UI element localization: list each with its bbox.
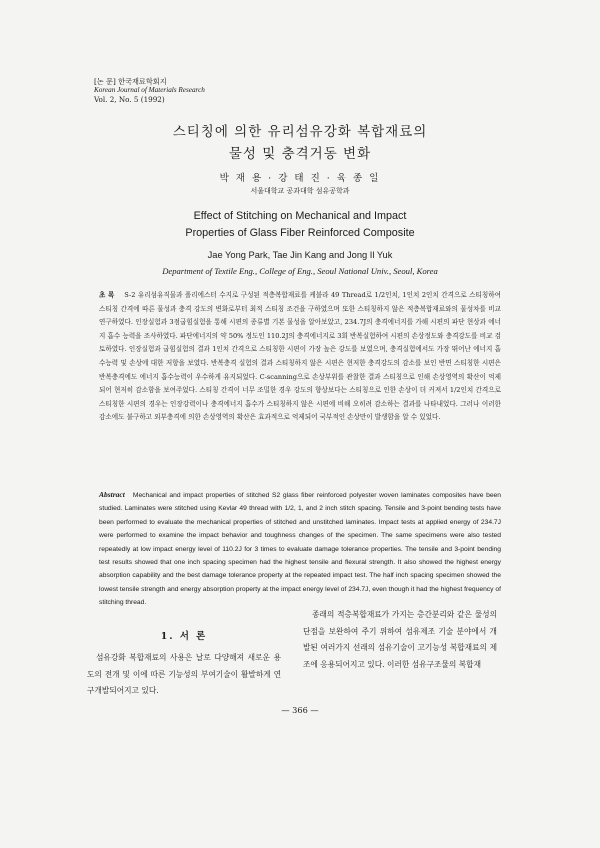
title-korean-line1: 스티칭에 의한 유리섬유강화 복합재료의	[172, 124, 428, 140]
page-number: — 366 —	[281, 705, 319, 715]
abstract-english-text: Mechanical and impact properties of stitched S2 glass fiber reinforced polyester woven laminates composites have been studied. Laminates were stitched using Kevlar 49 thread with 1/2, 1, and 2 inch stitch spacing. Tensile and 3-point bending tests have been performed to evaluate the mechanical properties of stitched and unstitched laminates. Impact tests at applied energy of 234.7J were performed to examine the impact behavior and toughness changes of the specimen. The same specimens were also tested repeatedly at low impact energy level of 110.2J for 3 times to evaluate damage tolerance properties. The tensile and 3-point bending test results showed that one inch spacing specimen had the highest tensile and flexural strength. It also showed the highest energy absorption capability and the best damage tolerance property at the repeated impact test. The half inch spacing specimen showed the lowest tensile strength and energy absorption property at the impact energy level of 234.7J, even though it had the highest frequency of stitching thread.	[99, 492, 501, 607]
abstract-korean-label: 초 록	[99, 291, 115, 299]
title-english	[0, 208, 600, 242]
abstract-english	[99, 488, 501, 610]
title-korean	[0, 121, 600, 165]
affiliation-english: Department of Textile Eng., College of Eng., Seoul National Univ., Seoul, Korea	[162, 266, 438, 276]
journal-header	[94, 77, 205, 104]
abstract-korean-text: S-2 유리섬유직물과 폴리에스터 수지로 구성된 적층복합재료를 케블라 49 Thread로 1/2인치, 1인치 2인치 간격으로 스티칭하여 스티칭 간격에 따른 물성과 충격 강도의 변화로부터 최적 스티칭 조건을 구하였으며 또한 스티칭하지 않은 적층복합재료와의 물성차를 비교연구하였다. 인장실험과 3점굽힘실험을 통해 시편의 종류별 기본 물성을 알아보았고, 234.7J의 충격에너지를 가해 시편의 파단 현상과 에너지 흡수 능력을 조사하였다. 파단에너지의 약 50% 정도인 110.2J의 충격에너지로 3회 반복실험하여 시편의 손상정도와 충격강도를 비교 검토하였다. 인장실험과 굽힘실험의 결과 1인치 간격으로 스티칭한 시편이 가장 높은 강도를 보였으며, 충격실험에서도 가장 뛰어난 에너지 흡수능력 및 손상에 대한 저항을 보였다. 반복충격 실험의 결과 스티칭하지 않은 시편은 현저한 충격강도의 감소를 보인 반면 스티칭한 시편은 반복충격에도 에너지 흡수능력이 우수하게 유지되었다. C-scanning으로 손상부위를 관찰한 결과 스티칭으로 인해 손상영역의 확산이 억제되어 현저히 감소함을 보여주었다. 스티칭 간격이 너무 조밀한 경우 강도의 향상보다는 스티칭으로 인한 손상이 더 커져서 1/2인치 간격으로 스티칭한 시편의 경우는 인장강력이나 충격에너지 흡수가 스티칭하지 않은 시편에 비해 오히려 감소하는 결과를 나타내었다. 그러나 이러한 감소에도 불구하고 외부충격에 의한 손상영역의 확산은 효과적으로 억제되어 국부적인 손상만이 발생함을 알 수 있었다.	[99, 291, 501, 422]
introduction-text-right: 종래의 적층복합재료가 가지는 층간분리와 같은 물성의 단점을 보완하여 주기 위하여 섬유제조 기술 분야에서 개발된 여러가지 선래의 섬유기술이 고기능성 복합재료의 제조에 응용되어지고 있다. 이러한 섬유구조물의 복합재	[303, 610, 497, 669]
journal-line-ko: [논 문] 한국재료학회지	[94, 77, 167, 86]
introduction-text-left: 섬유강화 복합재료의 사용은 날로 다양해져 새로운 용도의 전개 및 이에 따른 기능성의 부여기술이 활발하게 연구개발되어지고 있다.	[87, 653, 281, 696]
affiliation-korean: 서울대학교 공과대학 섬유공학과	[250, 187, 350, 195]
authors-english: Jae Yong Park, Tae Jin Kang and Jong Il Yuk	[207, 250, 393, 260]
title-english-line1: Effect of Stitching on Mechanical and Impact	[193, 210, 407, 222]
journal-volume: Vol. 2, No. 5 (1992)	[94, 95, 165, 104]
title-korean-line2: 물성 및 충격거동 변화	[228, 146, 372, 162]
section-heading-introduction: 1. 서 론	[160, 631, 208, 642]
authors-korean: 박 재 용 · 강 태 진 · 육 종 일	[219, 173, 381, 184]
abstract-english-label: Abstract	[99, 490, 125, 499]
body-column-left	[87, 607, 281, 700]
journal-line-en: Korean Journal of Materials Research	[94, 86, 205, 94]
abstract-korean	[99, 289, 501, 425]
title-english-line2: Properties of Glass Fiber Reinforced Composite	[185, 227, 415, 239]
body-column-right	[303, 607, 497, 673]
